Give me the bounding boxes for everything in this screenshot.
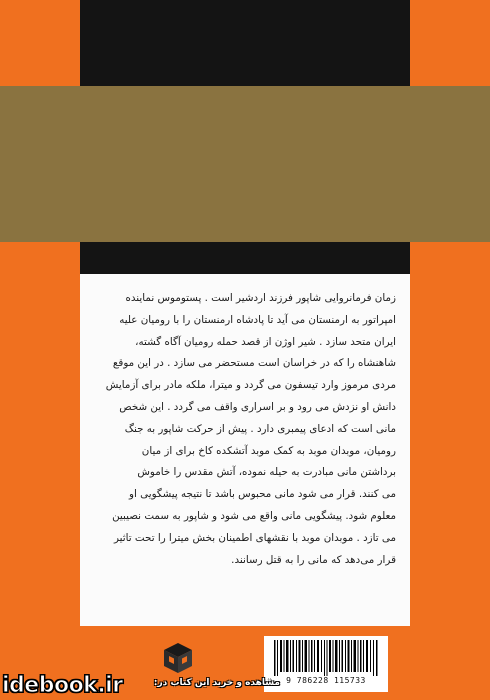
blurb-line: برداشتن مانی مبادرت به حیله نموده، آتش مقدس را خاموش <box>137 466 396 479</box>
top-black-panel <box>80 0 410 86</box>
blurb-line: امپراتور به ارمنستان می آید تا پادشاه ارمنستان را با رومیان علیه <box>119 313 396 326</box>
watermark-logo-text: idebook.ir <box>2 672 123 698</box>
blurb-line: می کنند. قرار می شود مانی محبوس باشد تا نتیجه پیشگویی او <box>129 488 396 501</box>
blurb-line: قرار می‌دهد که مانی را به قتل رسانند. <box>231 553 396 566</box>
olive-band <box>0 86 490 242</box>
blurb-line: ایران متحد سازد . شیر اوژن از قصد حمله رومیان آگاه گشته، <box>135 335 396 348</box>
blurb-panel <box>80 274 410 626</box>
middle-black-panel <box>80 242 410 274</box>
blurb-line: می تازد . موبدان موبد با نقشهای اطمینان بخش میترا را تحت تاثیر <box>114 531 396 544</box>
blurb-line: زمان فرمانروایی شاپور فرزند اردشیر است . پستوموس نماینده <box>125 292 396 304</box>
blurb-line: رومیان، موبدان موبد به کمک موبد آتشکده کاخ برای از میان <box>141 444 396 457</box>
blurb-line: معلوم شود. پیشگویی مانی واقع می شود و شاپور به سمت نصیبین <box>112 509 396 522</box>
blurb-line: مردی مرموز وارد تیسفون می گردد و میترا، ملکه مادر برای آزمایش <box>105 379 396 392</box>
blurb-line: شاهنشاه را که در خراسان است مستحضر می سازد . در این موقع <box>112 357 396 370</box>
watermark-logo[interactable] <box>2 670 123 700</box>
watermark-caption: مشاهده و خرید این کتاب در: <box>153 678 280 688</box>
blurb-line: دانش او نزدش می رود و بر اسراری واقف می گردد . این شخص <box>119 400 396 413</box>
blurb-text <box>94 288 396 571</box>
barcode-number: 9 786228 115733 <box>286 676 366 685</box>
watermark-bar <box>0 670 490 700</box>
blurb-line: مانی است که ادعای پیمبری دارد . پیش از حرکت شاپور به جنگ <box>124 422 396 435</box>
